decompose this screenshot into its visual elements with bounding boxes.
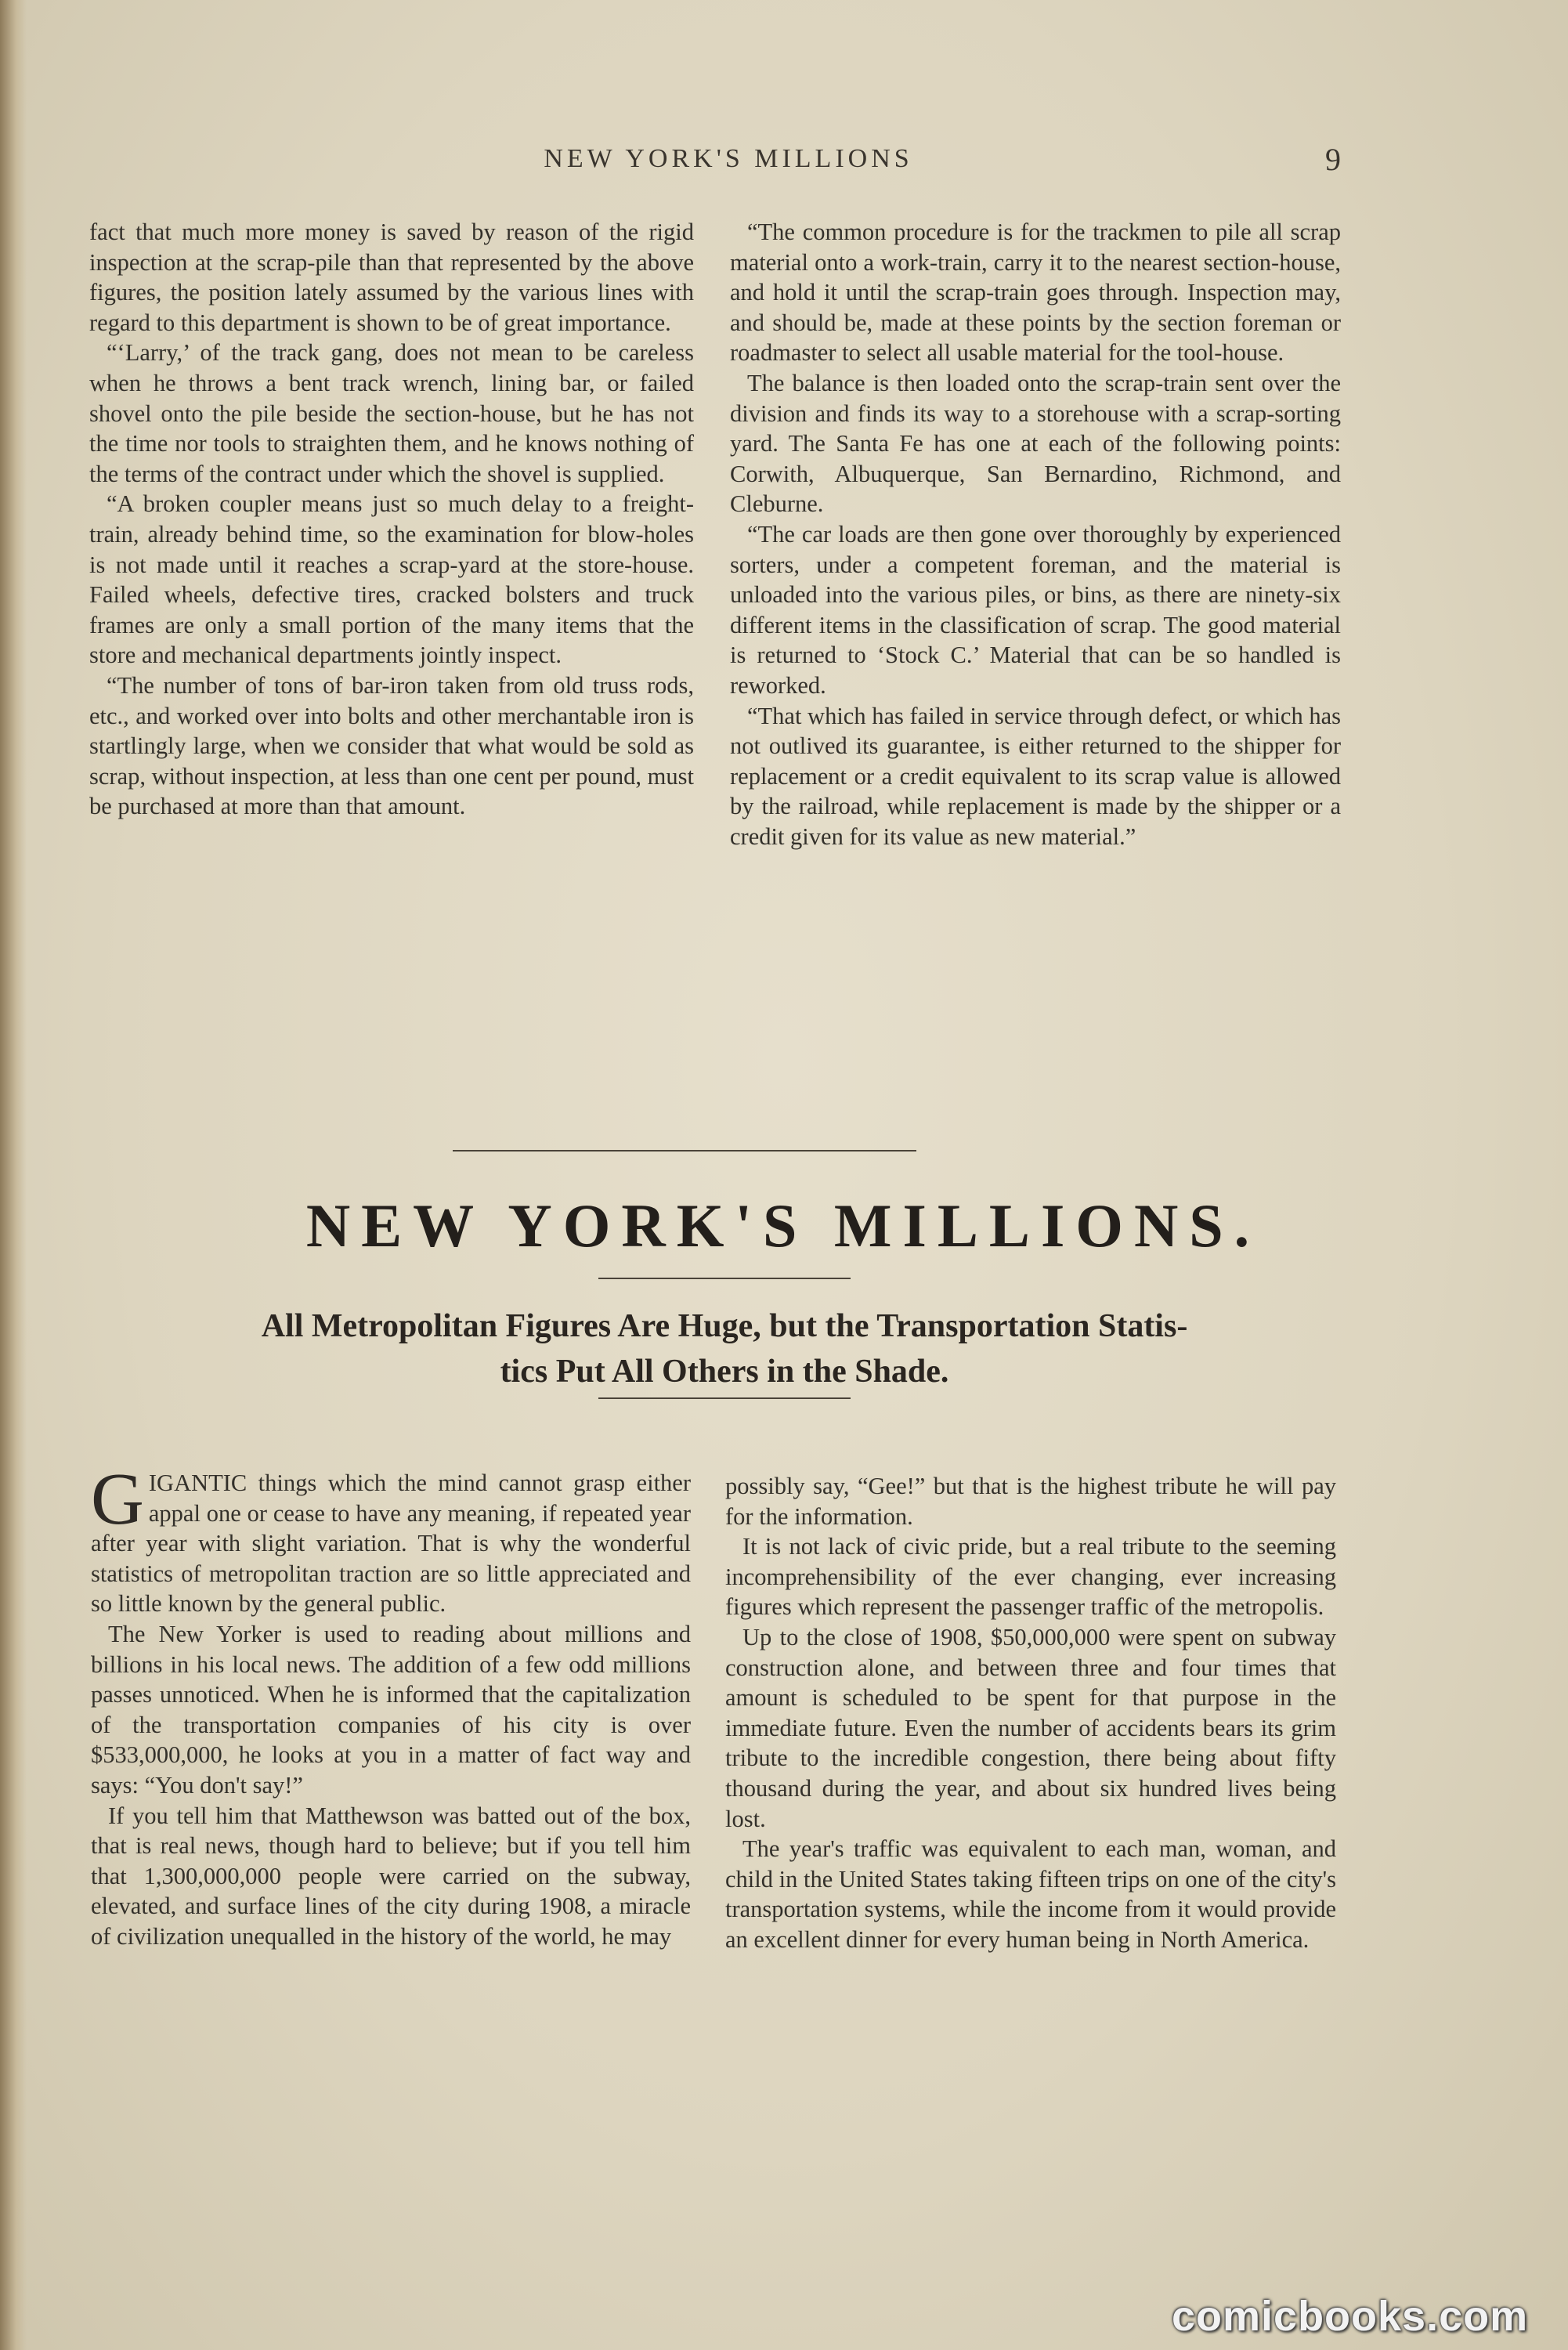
subhead-line: All Metropolitan Figures Are Huge, but the Transportation Statis-: [261, 1308, 1188, 1344]
drop-cap: G: [91, 1459, 144, 1540]
paragraph: Up to the close of 1908, $50,000,000 were spent on subway construction alone, and between three and four times that amount is scheduled to be spent for that purpose in the immediate future. Even the number of accidents bears its grim tribute to the incredible congestion, there being about fifty thousand during the year, and about six hundred lives being lost.: [725, 1623, 1336, 1832]
subhead-divider: [598, 1397, 851, 1399]
top-right-column: [730, 217, 1341, 851]
paragraph: The balance is then loaded onto the scrap-train sent over the division and finds its way to a storehouse with a scrap-sorting yard. The Santa Fe has one at each of the following points: Corwith, Albuquerque, San Bernardino, Richmond, and Cleburne.: [730, 369, 1341, 518]
article-left-column: [91, 1459, 691, 1952]
paragraph: It is not lack of civic pride, but a real tribute to the seeming incomprehensibility of the ever changing, ever increasing figures which represent the passenger traffic of the metropolis.: [725, 1533, 1336, 1621]
article-subhead: [86, 1303, 1363, 1394]
opening-text: IGANTIC things which the mind cannot grasp either appal one or cease to have any meaning, if repeated year after year with slight variation. That is why the wonderful statistics of metropolitan traction are so little appreciated and so little known by the general public.: [91, 1470, 691, 1618]
headline-divider: [598, 1278, 851, 1279]
opening-paragraph: [91, 1459, 691, 1619]
paragraph: “A broken coupler means just so much delay to a freight-train, already behind time, so the examination for blow-holes is not made until it reaches a scrap-yard at the store-house. Failed wheels, defective tires, cracked bolsters and truck frames are only a small portion of the many items that the store and mechanical departments jointly inspect.: [89, 490, 694, 669]
paragraph: The year's traffic was equivalent to each man, woman, and child in the United States taking fifteen trips on one of the city's transportation systems, while the income from it would provide an excellent dinner for every human being in North America.: [725, 1835, 1336, 1953]
paragraph: possibly say, “Gee!” but that is the highest tribute he will pay for the information.: [725, 1473, 1336, 1530]
paragraph: “‘Larry,’ of the track gang, does not mean to be careless when he throws a bent track wrench, lining bar, or failed shovel onto the pile beside the section-house, but he has not the time nor tools to straighten them, and he knows nothing of the terms of the contract under which the shovel is supplied.: [89, 339, 694, 487]
subhead-line: tics Put All Others in the Shade.: [500, 1354, 949, 1390]
top-left-column: [89, 217, 694, 822]
site-watermark: comicbooks.com: [1172, 2293, 1529, 2340]
running-head: NEW YORK'S MILLIONS: [544, 144, 913, 173]
article-right-column: [725, 1471, 1336, 1955]
paragraph: “The car loads are then gone over thoroughly by experienced sorters, under a competent foreman, and the material is unloaded into the various piles, or bins, as there are ninety-six different items in the classification of scrap. The good material is returned to ‘Stock C.’ Material that can be so handled is reworked.: [730, 520, 1341, 699]
paragraph: “That which has failed in service through defect, or which has not outlived its guarantee, is either returned to the shipper for replacement or a credit equivalent to its scrap value is allowed by the railroad, while replacement is made by the shipper or a credit given for its value as new material.”: [730, 702, 1341, 850]
article-headline: NEW YORK'S MILLIONS.: [305, 1191, 1261, 1260]
page-number: 9: [1325, 142, 1341, 177]
paragraph: “The number of tons of bar-iron taken from old truss rods, etc., and worked over into bolts and other merchantable iron is startlingly large, when we consider that what would be sold as scrap, without inspection, at less than one cent per pound, must be purchased at more than that amount.: [89, 671, 694, 820]
paragraph: If you tell him that Matthewson was batted out of the box, that is real news, though hard to believe; but if you tell him that 1,300,000,000 people were carried on the subway, elevated, and surface lines of the city during 1908, a miracle of civilization unequalled in the history of the world, he may: [91, 1802, 691, 1950]
binding-edge: [0, 0, 27, 2350]
section-divider: [453, 1150, 916, 1152]
paragraph: fact that much more money is saved by reason of the rigid inspection at the scrap-pile than that represented by the above figures, the position lately assumed by the various lines with regard to this department is shown to be of great importance.: [89, 219, 694, 336]
paragraph: The New Yorker is used to reading about millions and billions in his local news. The addition of a few odd millions passes unnoticed. When he is informed that the capitalization of the transportation companies of his city is over $533,000,000, he looks at you in a matter of fact way and says: “You don't say!”: [91, 1620, 691, 1799]
paragraph: “The common procedure is for the trackmen to pile all scrap material onto a work-train, carry it to the nearest section-house, and hold it until the scrap-train goes through. Inspection may, and should be, made at these points by the section foreman or roadmaster to select all usable material for the tool-house.: [730, 219, 1341, 367]
